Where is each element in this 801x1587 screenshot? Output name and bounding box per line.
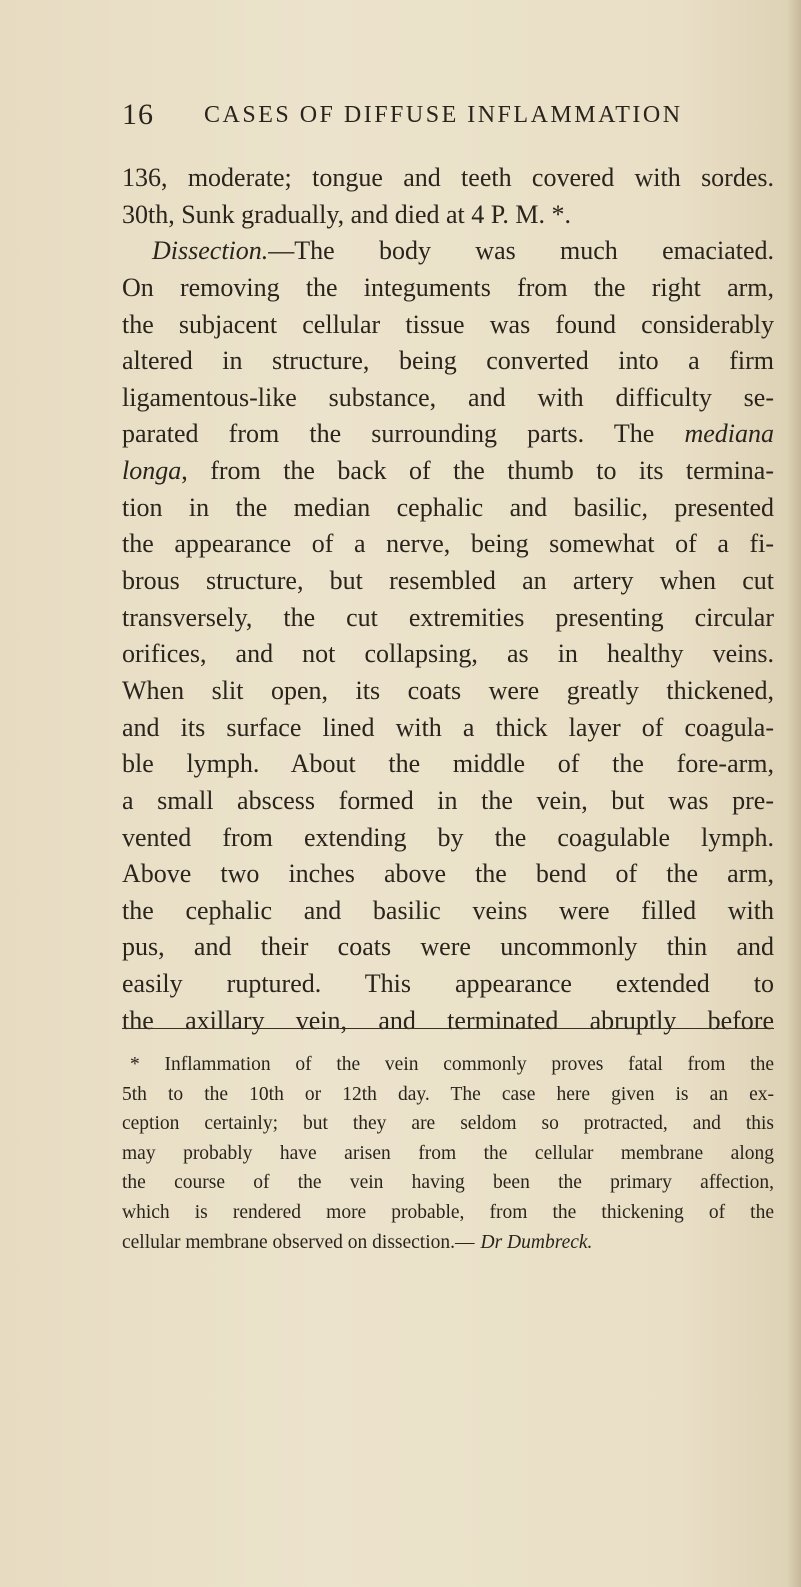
body-line: 30th, Sunk gradually, and died at 4 P. M. *. [122,199,571,229]
italic-term: mediana [684,419,774,449]
footnote-line: * Inflammation of the vein commonly proves fatal from the [130,1054,774,1075]
footnote-line: which is rendered more probable, from the thickening of the [122,1201,774,1223]
body-line: ble lymph. About the middle of the fore-arm, [122,749,774,779]
dissection-rest: —The body was much emaciated. [268,236,774,266]
body-line [122,416,774,453]
running-head: CASES OF DIFFUSE INFLAMMATION [204,102,683,128]
body-line: the appearance of a nerve, being somewhat of a fi- [122,529,774,559]
italic-term: longa [122,456,182,486]
body-line: brous structure, but resembled an artery when cut [122,566,774,596]
body-line: On removing the integuments from the right arm, [122,272,774,302]
footnote-line: the course of the vein having been the primary affection, [122,1172,774,1194]
body-line: 136, moderate; tongue and teeth covered with sordes. [122,163,774,192]
body-line: a small abscess formed in the vein, but was pre- [122,785,774,815]
footnote [122,1050,774,1257]
body-text [122,160,774,1039]
page-number: 16 [122,98,154,131]
body-line: vented from extending by the coagulable lymph. [122,822,774,852]
body-text-span: , from the back of the thumb to its termina- [181,456,774,486]
body-line: orifices, and not collapsing, as in healthy veins. [122,639,774,669]
body-line: the subjacent cellular tissue was found considerably [122,309,774,339]
footnote-line: cellular membrane observed on dissection.— [122,1231,475,1253]
body-line: pus, and their coats were uncommonly thin and [122,932,774,962]
footnote-line: may probably have arisen from the cellular membrane along [122,1142,774,1164]
body-line: transversely, the cut extremities presenting circular [122,602,774,632]
dissection-heading: Dissection. [152,236,269,266]
body-line: tion in the median cephalic and basilic, presented [122,492,774,522]
page-header [122,98,782,138]
body-line: the cephalic and basilic veins were filled with [122,895,774,925]
body-line [122,453,774,490]
body-line: Above two inches above the bend of the arm, [122,859,774,889]
body-line: altered in structure, being converted into a firm [122,346,774,376]
body-line: and its surface lined with a thick layer of coagula- [122,712,774,742]
body-line-dissection [122,233,774,270]
footnote-line: 5th to the 10th or 12th day. The case here given is an ex- [122,1083,774,1105]
page-edge-shadow [787,0,801,1587]
body-line: ligamentous-like substance, and with difficulty se- [122,382,774,412]
footnote-line-last [122,1228,774,1258]
footnote-line: ception certainly; but they are seldom so protracted, and this [122,1113,774,1135]
body-line: When slit open, its coats were greatly thickened, [122,675,774,705]
body-text-span: parated from the surrounding parts. The [122,419,685,449]
body-line: the axillary vein, and terminated abruptly before [122,1005,774,1035]
footnote-signature: Dr Dumbreck. [480,1231,593,1253]
body-line: easily ruptured. This appearance extended to [122,969,774,999]
footnote-rule [122,1028,774,1029]
